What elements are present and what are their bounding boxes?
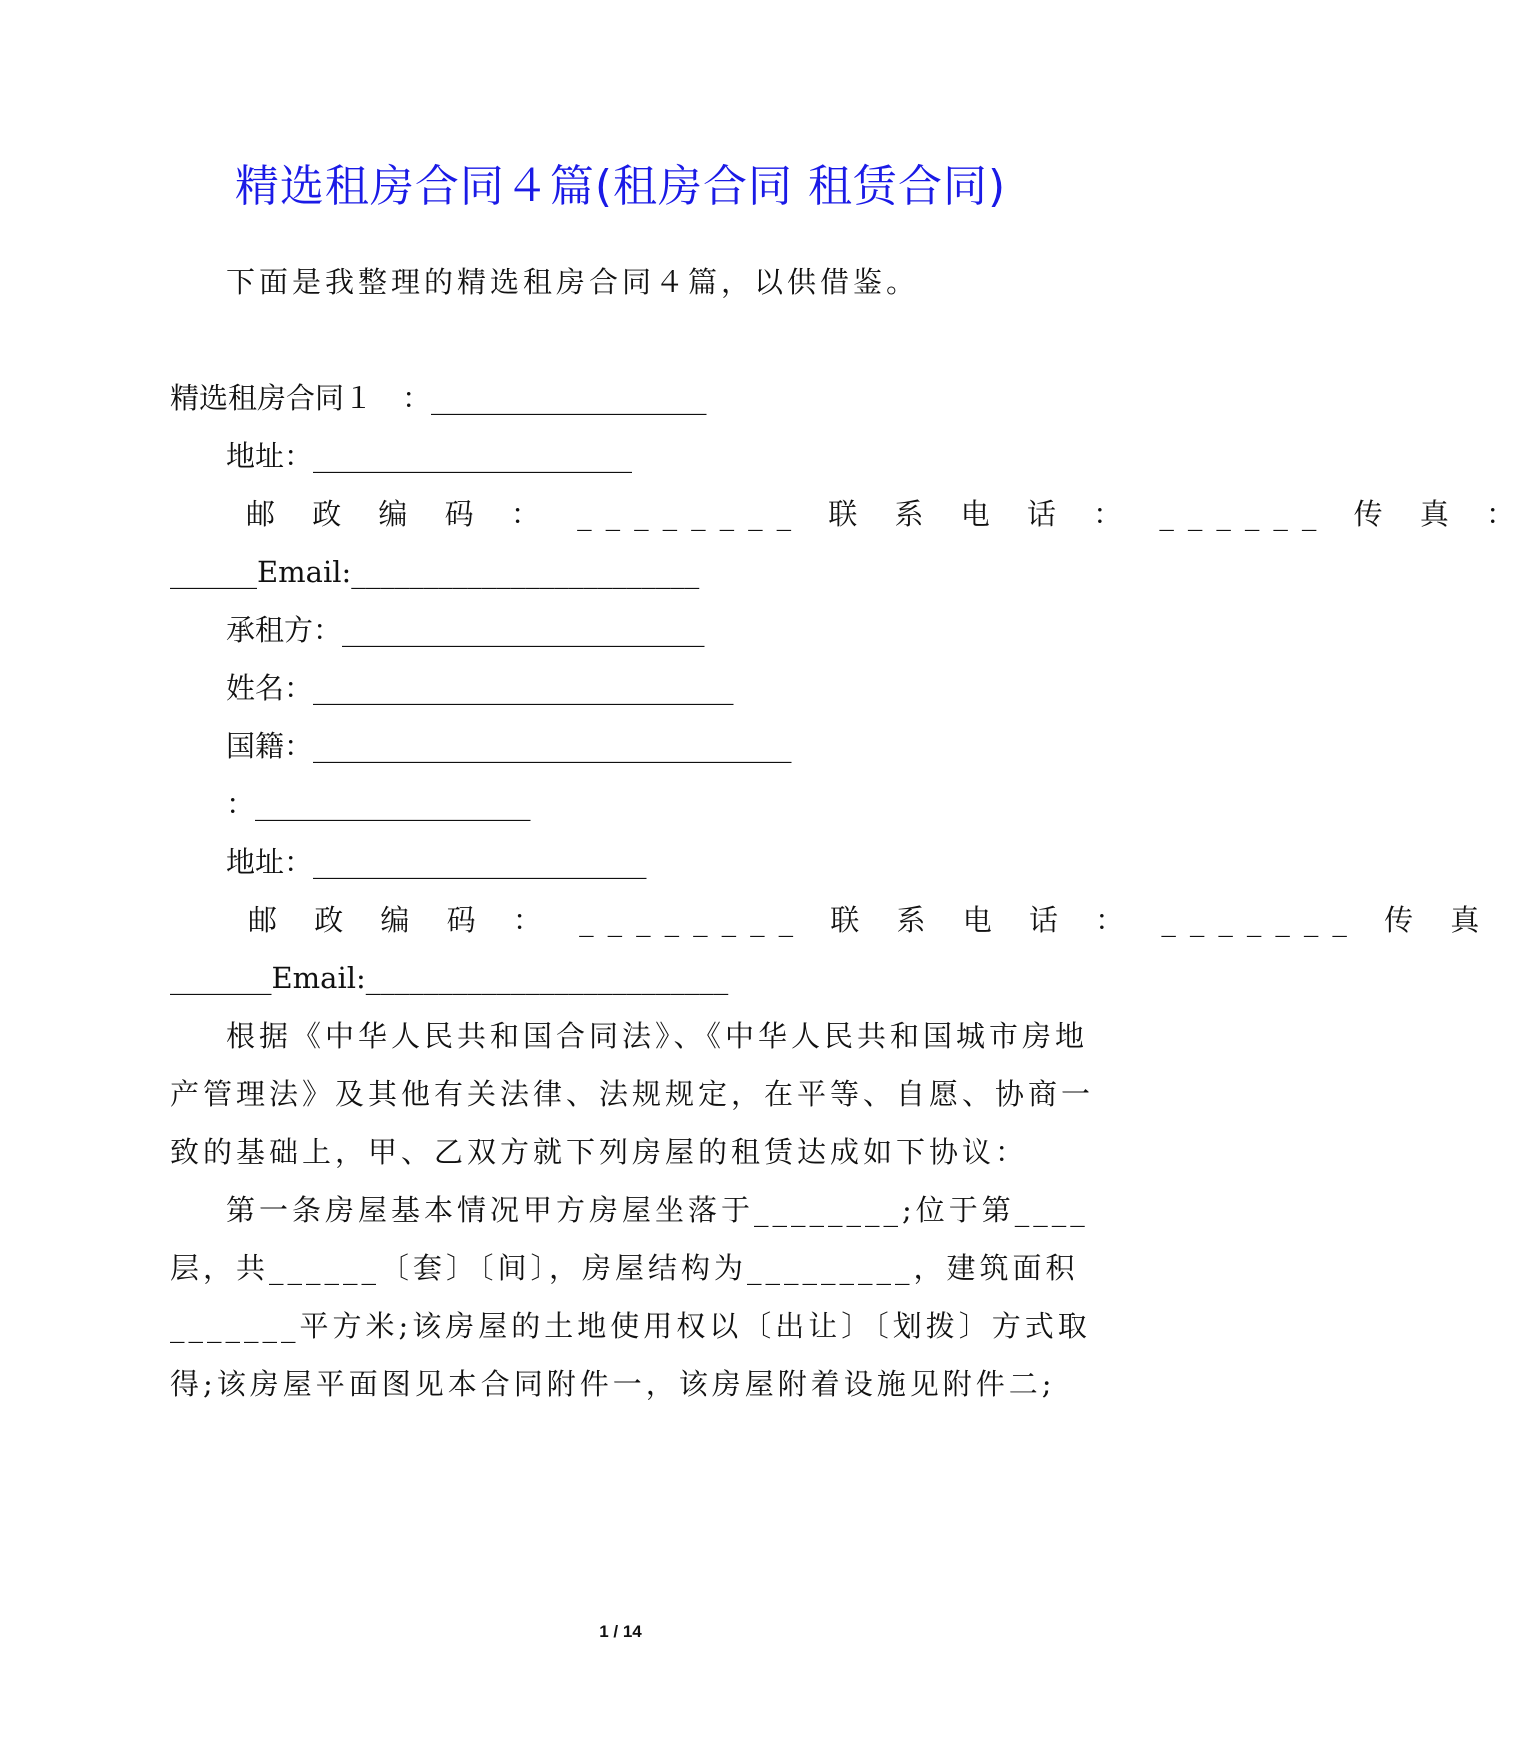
email-field-line: ______Email:________________________ <box>170 555 700 589</box>
name-field-line: 姓名：_____________________________ <box>226 671 734 705</box>
postal-phone-fax-line: 邮 政 编 码 ： ________ 联 系 电 话 ： ______ 传 真 ： <box>246 497 1529 531</box>
paragraph-line: 得;该房屋平面图见本合同附件一，该房屋附着设施见附件二; <box>170 1367 1056 1401</box>
address-field-line: 地址：______________________ <box>226 439 633 473</box>
paragraph-line: 致的基础上，甲、乙双方就下列房屋的租赁达成如下协议： <box>170 1135 1029 1169</box>
paragraph-line: 层，共______〔套〕〔间〕，房屋结构为_________，建筑面积 <box>170 1251 1079 1285</box>
paragraph-line: 根据《中华人民共和国合同法》、《中华人民共和国城市房地 <box>226 1019 1089 1053</box>
paragraph-line: _______平方米;该房屋的土地使用权以〔出让〕〔划拨〕方式取 <box>170 1309 1091 1343</box>
intro-paragraph: 下面是我整理的精选租房合同４篇，以供借鉴。 <box>226 265 920 299</box>
email-field-line-2: _______Email:_________________________ <box>170 961 729 995</box>
address-field-line-2: 地址：_______________________ <box>226 845 647 879</box>
tenant-field-line: 承租方：_________________________ <box>226 613 705 647</box>
postal-phone-fax-line-2: 邮 政 编 码 ： ________ 联 系 电 话 ： _______ 传 真 <box>248 903 1494 937</box>
paragraph-line: 第一条房屋基本情况甲方房屋坐落于________;位于第____ <box>226 1193 1089 1227</box>
paragraph-line: 产管理法》及其他有关法律、法规规定，在平等、自愿、协商一 <box>170 1077 1095 1111</box>
page-number: 1 / 14 <box>599 1622 642 1641</box>
nationality-field-line: 国籍：_________________________________ <box>226 729 792 763</box>
page-title: 精选租房合同４篇(租房合同 租赁合同) <box>234 161 1007 212</box>
blank-field-line: ：___________________ <box>226 787 531 821</box>
contract-heading-line: 精选租房合同１ ：___________________ <box>170 381 707 415</box>
